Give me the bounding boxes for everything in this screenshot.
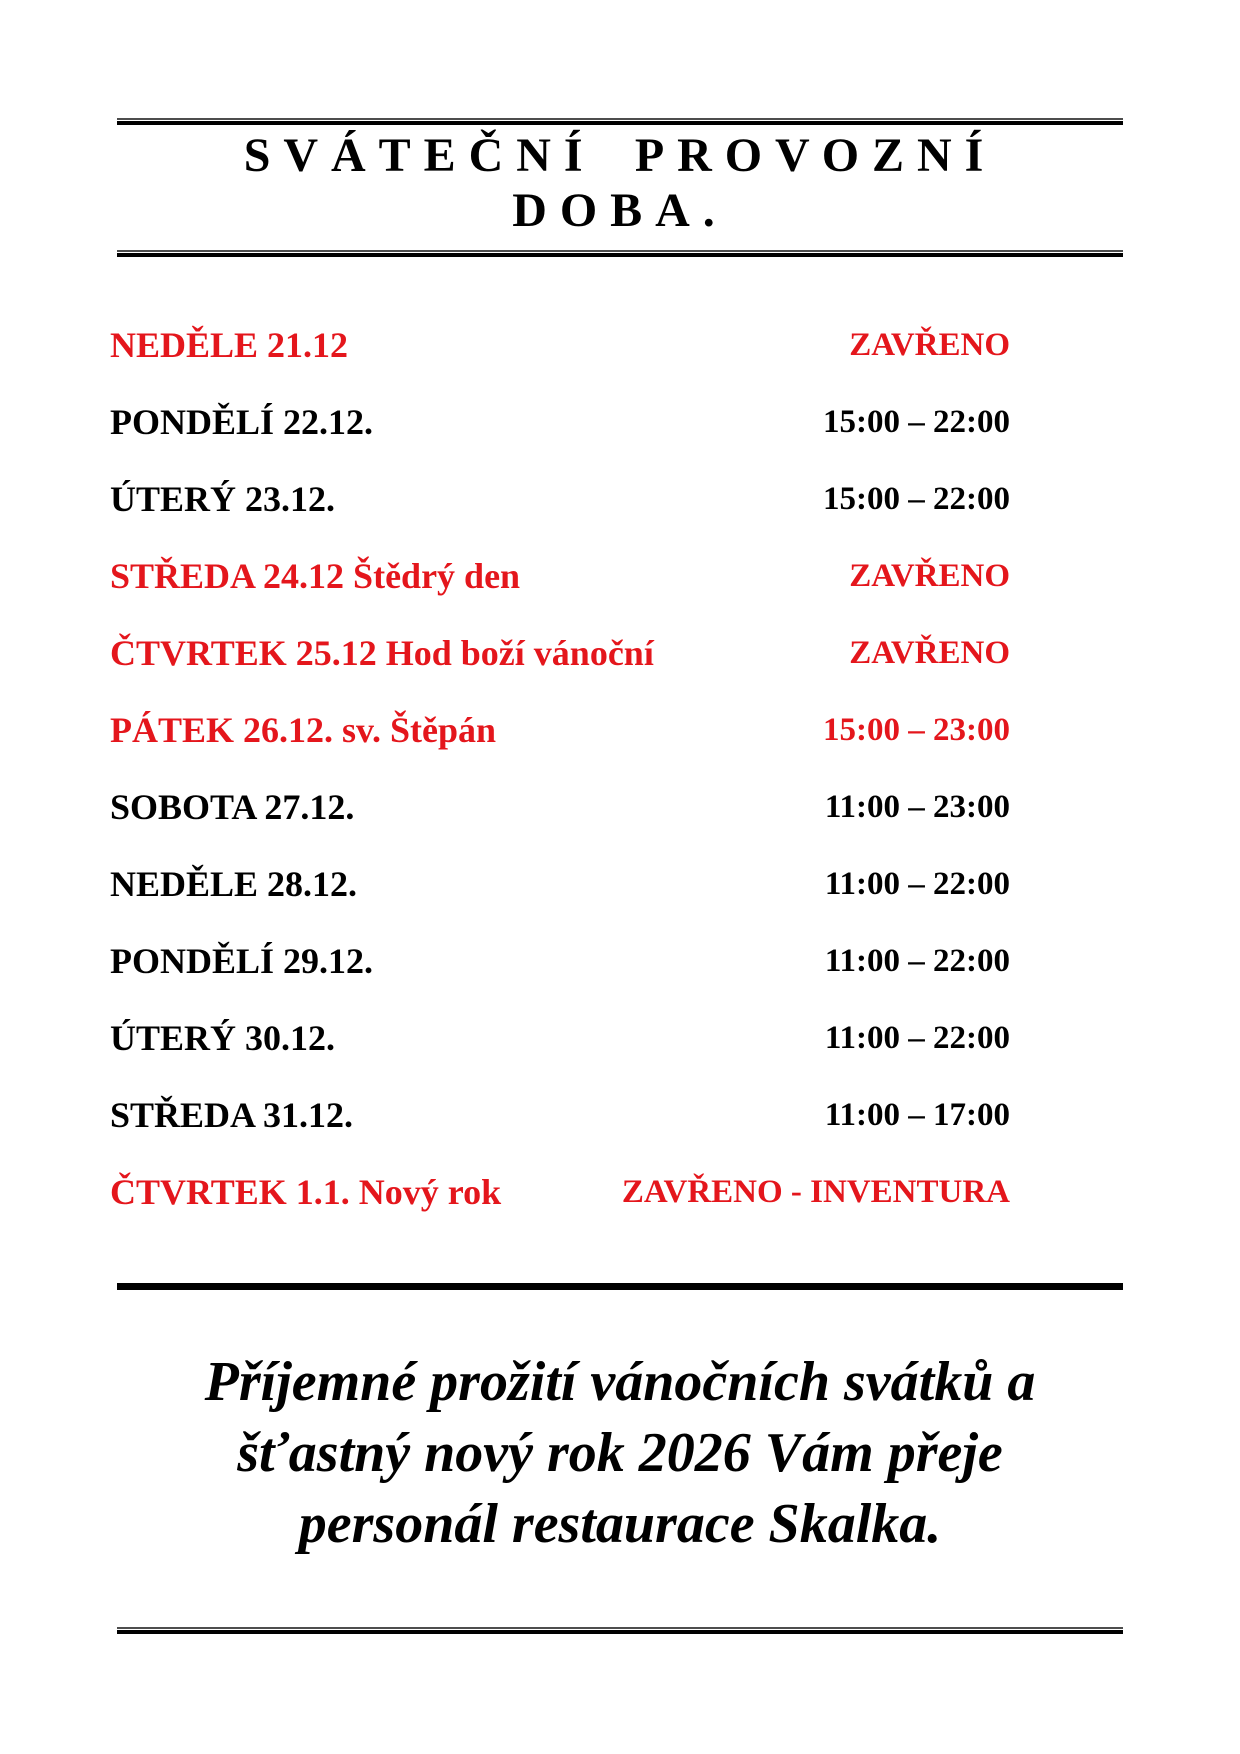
day-label: PÁTEK 26.12. sv. Štěpán bbox=[110, 710, 497, 750]
greeting-line2: šťastný nový rok 2026 Vám přeje bbox=[237, 1422, 1003, 1484]
schedule-row bbox=[110, 860, 1010, 908]
hours-value: 15:00 – 23:00 bbox=[823, 712, 1010, 748]
greeting-line3: personál restaurace Skalka. bbox=[298, 1493, 942, 1555]
schedule-row bbox=[110, 629, 1010, 677]
hours-value: ZAVŘENO bbox=[849, 635, 1010, 671]
page-title-line2: DOBA. bbox=[512, 184, 728, 237]
schedule-row bbox=[110, 1014, 1010, 1062]
day-label: STŘEDA 24.12 Štědrý den bbox=[110, 556, 521, 596]
page-title-line1: SVÁTEČNÍ PROVOZNÍ bbox=[243, 129, 997, 182]
hours-value: 11:00 – 22:00 bbox=[824, 866, 1010, 902]
schedule-row bbox=[110, 321, 1010, 369]
hours-value: 15:00 – 22:00 bbox=[823, 404, 1010, 440]
day-label: ÚTERÝ 23.12. bbox=[110, 479, 336, 519]
day-label: STŘEDA 31.12. bbox=[110, 1095, 354, 1135]
greeting-line1: Příjemné prožití vánočních svátků a bbox=[204, 1351, 1036, 1413]
hours-value: 11:00 – 23:00 bbox=[824, 789, 1010, 825]
schedule-row bbox=[110, 398, 1010, 446]
greeting-message bbox=[117, 1347, 1123, 1560]
schedule-row bbox=[110, 1091, 1010, 1139]
hours-value: 11:00 – 22:00 bbox=[824, 1020, 1010, 1056]
day-label: ČTVRTEK 1.1. Nový rok bbox=[110, 1172, 502, 1212]
day-label: NEDĚLE 21.12 bbox=[110, 325, 349, 365]
day-label: PONDĚLÍ 22.12. bbox=[110, 402, 374, 442]
day-label: ÚTERÝ 30.12. bbox=[110, 1018, 336, 1058]
schedule-row bbox=[110, 783, 1010, 831]
schedule-row bbox=[110, 706, 1010, 754]
day-label: ČTVRTEK 25.12 Hod boží vánoční bbox=[110, 633, 654, 673]
schedule-row bbox=[110, 475, 1010, 523]
day-label: NEDĚLE 28.12. bbox=[110, 864, 358, 904]
page-bottom-rule bbox=[117, 1627, 1123, 1634]
table-bottom-rule bbox=[117, 1283, 1123, 1290]
hours-value: 11:00 – 22:00 bbox=[824, 943, 1010, 979]
schedule-row bbox=[110, 552, 1010, 600]
day-label: SOBOTA 27.12. bbox=[110, 787, 355, 827]
hours-value: ZAVŘENO bbox=[849, 558, 1010, 594]
schedule-row bbox=[110, 1168, 1010, 1216]
hours-value: ZAVŘENO - INVENTURA bbox=[621, 1174, 1010, 1210]
hours-value: 15:00 – 22:00 bbox=[823, 481, 1010, 517]
hours-value: ZAVŘENO bbox=[849, 327, 1010, 363]
schedule-row bbox=[110, 937, 1010, 985]
hours-value: 11:00 – 17:00 bbox=[824, 1097, 1010, 1133]
day-label: PONDĚLÍ 29.12. bbox=[110, 941, 374, 981]
